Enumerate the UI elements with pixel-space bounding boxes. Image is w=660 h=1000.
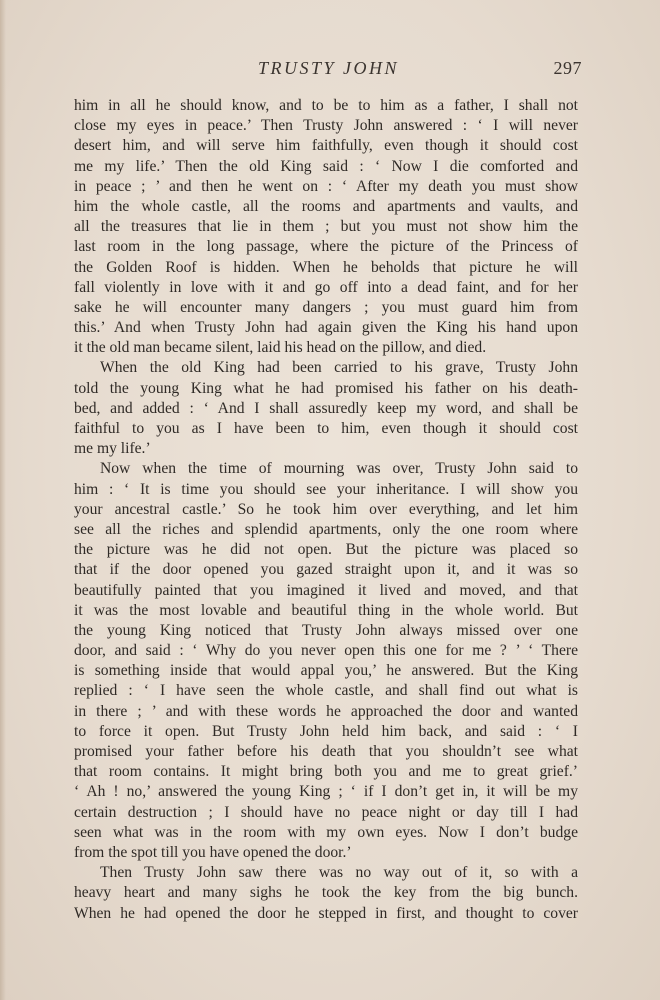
- text-line: beautifully painted that you imagined it lived and moved, and that: [74, 581, 578, 599]
- text-line: this.’ And when Trusty John had again given the King his hand upon: [74, 319, 578, 337]
- text-line: Now when the time of mourning was over, Trusty John said to: [100, 460, 578, 478]
- text-line: seen what was in the room with my own eyes. Now I don’t budge: [74, 823, 578, 841]
- text-line: ‘ Ah ! no,’ answered the young King ; ‘ if I don’t get in, it will be my: [74, 783, 578, 801]
- running-title: TRUSTY JOHN: [258, 58, 400, 78]
- page-gutter-shadow: [0, 0, 6, 1000]
- text-line: it the old man became silent, laid his head on the pillow, and died.: [74, 339, 487, 357]
- text-line: your ancestral castle.’ So he took him over everything, and let him: [74, 500, 578, 518]
- text-line: him : ‘ It is time you should see your inheritance. I will show you: [74, 480, 578, 498]
- text-line: faithful to you as I have been to him, even though it should cost: [74, 420, 578, 437]
- text-line: When he had opened the door he stepped in first, and thought to cover: [74, 904, 578, 922]
- text-line: Then Trusty John saw there was no way out of it, so with a: [100, 864, 578, 882]
- text-line: desert him, and will serve him faithfully, even though it should cost: [74, 137, 578, 155]
- text-line: from the spot till you have opened the door.’: [74, 843, 352, 861]
- text-line: me my life.’ Then the old King said : ‘ Now I die comforted and: [74, 157, 578, 175]
- text-line: bed, and added : ‘ And I shall assuredly keep my word, and shall be: [74, 399, 578, 417]
- text-line: in there ; ’ and with these words he approached the door and wanted: [74, 702, 578, 720]
- text-line: is something inside that would appal you,’ he answered. But the King: [74, 662, 578, 680]
- page-header: [0, 58, 660, 82]
- text-line: the Golden Roof is hidden. When he beholds that picture he will: [74, 258, 578, 276]
- text-line: replied : ‘ I have seen the whole castle, and shall find out what is: [74, 682, 578, 700]
- text-line: promised your father before his death that you shouldn’t see what: [74, 743, 578, 760]
- text-line: the picture was he did not open. But the picture was placed so: [74, 541, 578, 559]
- text-line: fall violently in love with it and go off into a dead faint, and for her: [74, 278, 578, 296]
- page-number: 297: [553, 58, 582, 78]
- text-line: in peace ; ’ and then he went on : ‘ After my death you must show: [74, 177, 578, 195]
- text-line: certain destruction ; I should have no peace night or day till I had: [74, 803, 578, 821]
- text-line: all the treasures that lie in them ; but you must not show him the: [74, 218, 578, 236]
- text-line: him in all he should know, and to be to him as a father, I shall not: [74, 97, 578, 114]
- text-line: heavy heart and many sighs he took the key from the big bunch.: [74, 884, 578, 902]
- text-line: that if the door opened you gazed straight upon it, and it was so: [74, 561, 578, 579]
- text-line: him the whole castle, all the rooms and apartments and vaults, and: [74, 197, 578, 215]
- text-line: the young King noticed that Trusty John always missed over one: [74, 621, 578, 639]
- text-line: sake he will encounter many dangers ; you must guard him from: [74, 298, 578, 316]
- text-line: see all the riches and splendid apartments, only the one room where: [74, 520, 578, 538]
- text-line: told the young King what he had promised his father on his death-: [74, 379, 578, 397]
- text-line: When the old King had been carried to his grave, Trusty John: [100, 359, 578, 377]
- text-line: to force it open. But Trusty John held him back, and said : ‘ I: [74, 722, 578, 740]
- text-line: close my eyes in peace.’ Then Trusty John answered : ‘ I will never: [74, 117, 578, 135]
- text-line: that room contains. It might bring both you and me to great grief.’: [74, 763, 578, 781]
- text-line: me my life.’: [74, 440, 151, 458]
- text-line: last room in the long passage, where the picture of the Princess of: [74, 238, 578, 256]
- body-text: [74, 96, 578, 924]
- text-line: it was the most lovable and beautiful thing in the whole world. But: [74, 601, 578, 619]
- text-line: door, and said : ‘ Why do you never open this one for me ? ’ ‘ There: [74, 642, 578, 660]
